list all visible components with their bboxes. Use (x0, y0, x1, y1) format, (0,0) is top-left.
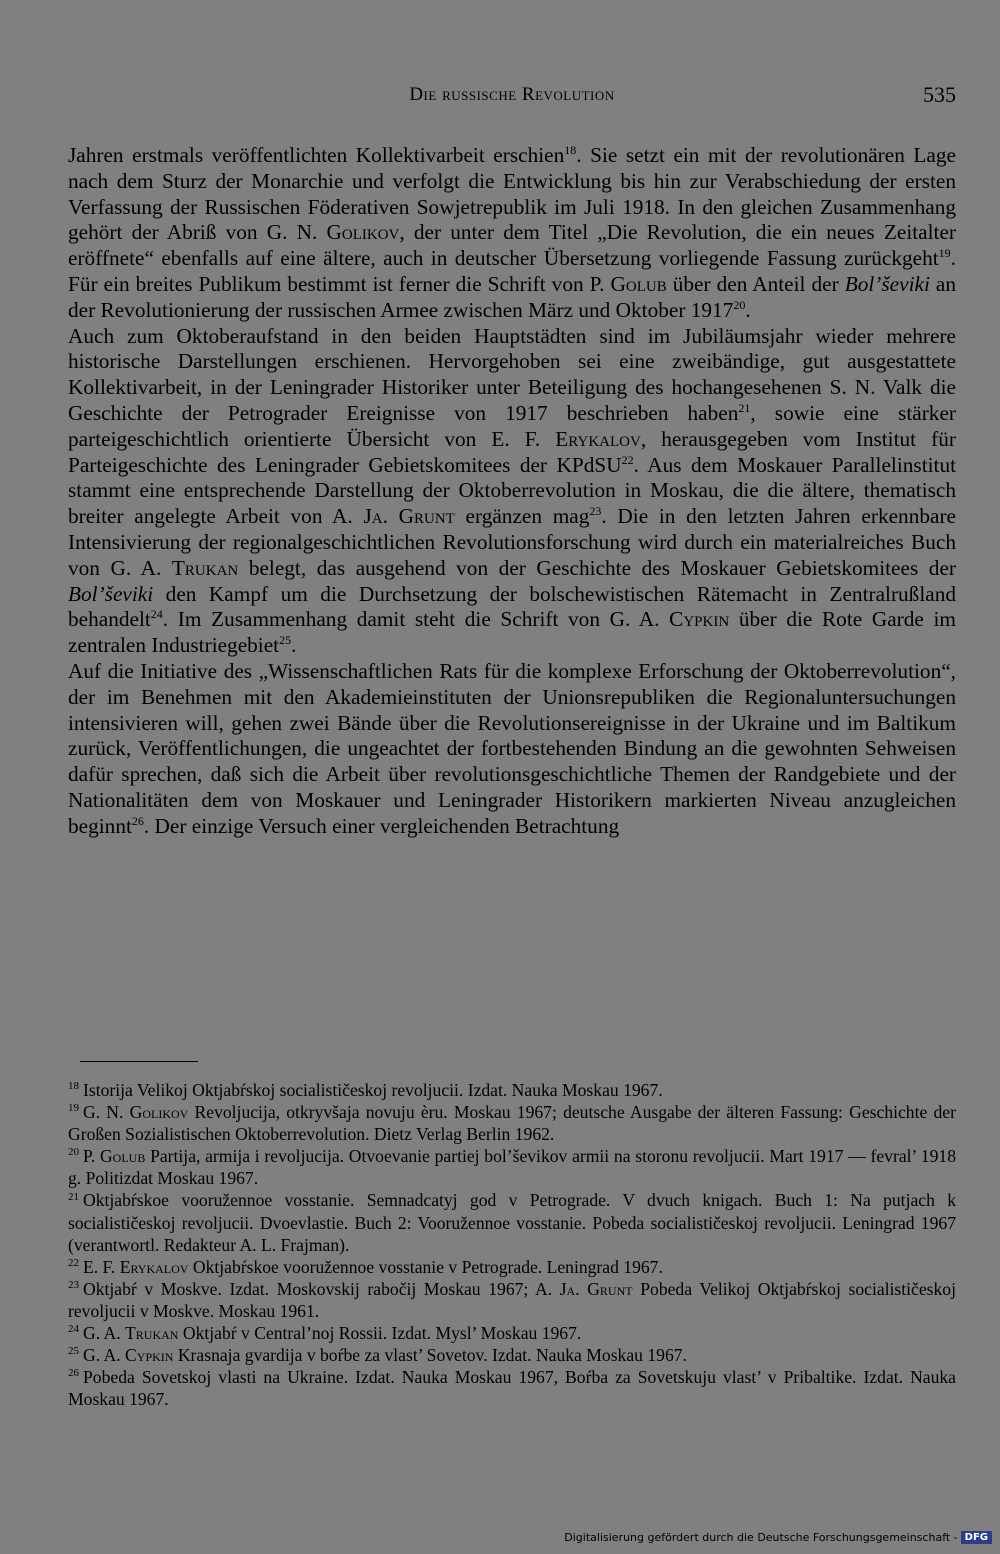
text-run: , der unter dem Titel „Die Revolution, die ein neues Zeitalter eröffnete“ ebenfalls auf eine ältere, auch in deutscher Übersetzung vorliegende Fassung zurückgeht (68, 220, 956, 271)
text-run: über den Anteil der (666, 271, 845, 296)
digitization-credit (564, 1531, 992, 1544)
running-title: Die russische Revolution (409, 84, 615, 105)
text-run: Auf die Initiative des „Wissenschaftlichen Rats für die komplexe Erforschung der Oktoberrevolution“, der im Benehmen mit den Akademieinstituten der Unionsrepubliken die Regionaluntersuchungen intensivieren will, gehen zwei Bände über die Revolutionsereignisse in der Ukraine und im Baltikum zurück, Veröffentlichungen, die ungeachtet der fortbestehenden Bindung an die gewohnten Sehweisen dafür sprechen, daß sich die Arbeit über revolutionsgeschichtliche Themen der Randgebiete und der Nationalitäten dem von Moskauer und Leningrader Historikern markierten Niveau anzugleichen beginnt (68, 658, 956, 838)
footnote-text: Pobeda Velikoj Oktjabŕskoj socialističeskoj revoljucii v Moskve. Moskau 1961. (68, 1278, 956, 1321)
footnote-25 (68, 1344, 956, 1366)
footnote-text: Krasnaja gvardija v boŕbe za vlast’ Sovetov. Izdat. Nauka Moskau 1967. (173, 1345, 687, 1366)
footnote-21 (68, 1189, 956, 1255)
body-text (68, 143, 956, 840)
page-header (68, 82, 956, 112)
text-run: . Im Zusammenhang damit steht die Schrift von G. A. (162, 607, 670, 632)
footnote-18 (68, 1079, 956, 1101)
author-name: Golub (99, 1146, 146, 1167)
credit-text: Digitalisierung gefördert durch die Deutsche Forschungsgemeinschaft - (564, 1531, 958, 1544)
author-name: Ja. Grunt (363, 504, 455, 529)
footnote-ref-22[interactable]: 22 (621, 452, 634, 467)
footnote-text: Oktjabŕskoe vooružennoe vosstanie v Petrograde. Leningrad 1967. (188, 1256, 663, 1277)
footnote-text: P. (83, 1146, 100, 1167)
footnote-ref-26[interactable]: 26 (131, 813, 144, 828)
paragraph-1 (68, 143, 956, 324)
text-run: Auch zum Oktoberaufstand in den beiden Hauptstädten sind im Jubiläumsjahr wieder mehrere historische Darstellungen erschienen. Hervorgehoben sei eine zweibändige, gut ausgestattete Kollektivarbeit, in der Leningrader Historiker unter Beteiligung des hochangesehenen S. N. Valk die Geschichte der Petrograder Ereignisse von 1917 beschrieben haben (68, 323, 956, 425)
footnote-number: 24 (68, 1323, 79, 1336)
footnote-number: 26 (68, 1367, 79, 1380)
footnote-text: Oktjabŕskoe vooružennoe vosstanie. Semnadcatyj god v Petrograde. V dvuch knigach. Buch 1: Na putjach k socialističeskoj revoljucii. Dvoevlastie. Buch 2: Vooružennoe vosstanie. Pobeda socialističeskoj revoljucii. Leningrad 1967 (verantwortl. Redakteur A. L. Frajman). (68, 1190, 956, 1255)
text-run: . (745, 297, 751, 322)
author-name: Golub (610, 271, 667, 296)
text-run: über die Rote Garde im zentralen Industriegebiet (68, 607, 956, 658)
author-name: Ja. Grunt (559, 1278, 633, 1299)
paragraph-3 (68, 659, 956, 840)
author-name: Cypkin (669, 607, 730, 632)
footnote-text: G. A. (83, 1323, 126, 1344)
footnote-ref-25[interactable]: 25 (279, 633, 292, 648)
footnote-23 (68, 1278, 956, 1322)
footnote-number: 22 (68, 1256, 79, 1269)
author-name: Golikov (326, 220, 400, 245)
footnote-number: 25 (68, 1345, 79, 1358)
footnote-text: E. F. (83, 1256, 120, 1277)
dfg-logo: DFG (961, 1531, 992, 1544)
text-run: , sowie eine stärker parteigeschichtlich orientierte Übersicht von E. F. (68, 400, 956, 451)
footnote-ref-21[interactable]: 21 (738, 400, 751, 415)
footnote-text: Revoljucija, otkryvšaja novuju èru. Moskau 1967; deutsche Ausgabe der älteren Fassung: Geschichte der Großen Sozialistischen Oktoberrevolution. Dietz Verlag Berlin 1962. (68, 1102, 956, 1145)
footnote-26 (68, 1366, 956, 1410)
footnote-number: 21 (68, 1190, 79, 1203)
text-run: . Für ein breites Publikum bestimmt ist ferner die Schrift von P. (68, 246, 956, 296)
footnote-20 (68, 1145, 956, 1189)
author-name: Golikov (129, 1102, 189, 1123)
text-run: den Kampf um die Durchsetzung der bolschewistischen Rätemacht in Zentralrußland behandelt (68, 581, 956, 632)
footnote-text: G. A. (83, 1345, 126, 1366)
footnote-separator (80, 1061, 198, 1062)
text-run: . Aus dem Moskauer Parallelinstitut stammt eine entsprechende Darstellung der Oktoberrevolution in Moskau, die die ältere, thematisch breiter angelegte Arbeit von A. (68, 452, 957, 529)
text-run: an der Revolutionierung der russischen Armee zwischen März und Oktober 1917 (68, 271, 957, 322)
text-run: Jahren erstmals veröffentlichten Kollektivarbeit erschien (68, 143, 565, 167)
author-name: Cypkin (125, 1345, 174, 1366)
text-run: . (291, 633, 297, 658)
author-name: Erykalov (555, 426, 641, 451)
footnote-text: G. N. (83, 1102, 130, 1123)
italic-term: Bol’ševiki (68, 581, 154, 606)
text-run: . Der einzige Versuch einer vergleichenden Betrachtung (143, 813, 620, 838)
footnote-22 (68, 1256, 956, 1278)
author-name: Trukan (125, 1323, 179, 1344)
footnote-ref-18[interactable]: 18 (564, 142, 577, 157)
author-name: Erykalov (119, 1256, 189, 1277)
text-run: ergänzen mag (454, 504, 590, 529)
paragraph-2 (68, 324, 956, 659)
footnote-text: Oktjabŕ v Central’noj Rossii. Izdat. Mysl’ Moskau 1967. (178, 1323, 582, 1344)
text-run: , herausgegeben vom Institut für Parteigeschichte des Leningrader Gebietskomitees der KPdSU (68, 426, 956, 477)
author-name: Trukan (171, 555, 239, 580)
footnote-number: 18 (68, 1080, 79, 1093)
text-run: . Sie setzt ein mit der revolutionären Lage nach dem Sturz der Monarchie und verfolgt die Entwicklung bis hin zur Verabschiedung der ersten Verfassung der Russischen Föderativen Sowjetrepublik im Juli 1918. In den gleichen Zusammenhang gehört der Abriß von G. N. (68, 143, 956, 245)
text-run: belegt, das ausgehend von der Geschichte des Moskauer Gebietskomitees der (238, 555, 956, 580)
footnote-ref-24[interactable]: 24 (150, 607, 163, 622)
footnote-ref-23[interactable]: 23 (589, 504, 602, 519)
italic-term: Bol’ševiki (844, 271, 930, 296)
footnote-ref-20[interactable]: 20 (733, 297, 746, 312)
footnote-number: 20 (68, 1146, 79, 1159)
footnote-number: 19 (68, 1102, 79, 1115)
footnote-24 (68, 1322, 956, 1344)
footnote-19 (68, 1101, 956, 1145)
page-number: 535 (923, 82, 956, 107)
text-run: . Die in den letzten Jahren erkennbare Intensivierung der regionalgeschichtlichen Revolutionsforschung wird durch ein materialreiches Buch von G. A. (68, 504, 956, 580)
footnote-ref-19[interactable]: 19 (938, 246, 951, 261)
footnote-text: Partija, armija i revoljucija. Otvoevanie partiej bol’ševikov armii na storonu revoljucii. Mart 1917 — fevral’ 1918 g. Politizdat Moskau 1967. (68, 1146, 956, 1189)
footnote-number: 23 (68, 1278, 79, 1291)
footnote-text: Pobeda Sovetskoj vlasti na Ukraine. Izdat. Nauka Moskau 1967, Boŕba za Sovetskuju vlast’ v Pribaltike. Izdat. Nauka Moskau 1967. (68, 1367, 956, 1410)
footnote-text: Istorija Velikoj Oktjabŕskoj socialističeskoj revoljucii. Izdat. Nauka Moskau 1967. (83, 1080, 663, 1100)
footnotes (68, 1079, 956, 1410)
footnote-text: Oktjabŕ v Moskve. Izdat. Moskovskij rabočij Moskau 1967; A. (83, 1278, 560, 1299)
